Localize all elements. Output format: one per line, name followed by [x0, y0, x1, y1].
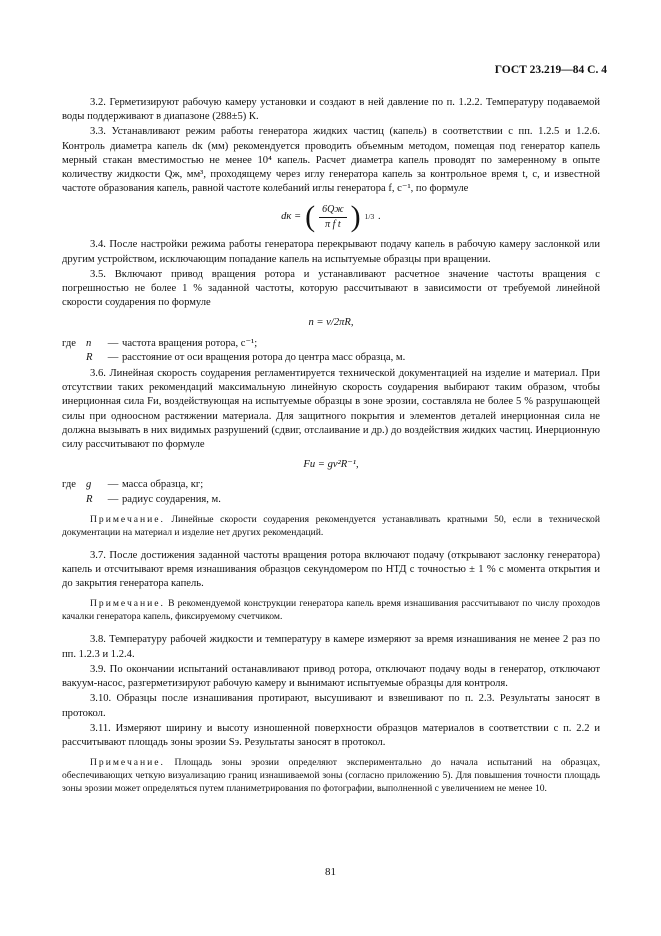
def-text-n: частота вращения ротора, с⁻¹; [122, 337, 258, 349]
formula-d-numerator: 6Qж [319, 203, 347, 218]
def-symbol-n: n [86, 337, 92, 349]
paragraph-3-8: 3.8. Температуру рабочей жидкости и температуру в камере измеряют за время изнашивания не менее 2 раз по пп. 1.2.3 и 1.2.4. [62, 634, 600, 660]
def-text-g: масса образца, кг; [122, 479, 204, 491]
document-body [62, 96, 600, 805]
definitions-n: где n — частота вращения ротора, с⁻¹; R — расстояние от оси вращения ротора до центра масс образца, м. [62, 337, 600, 365]
definitions-g: где g — масса образца, кг; R — радиус соударения, м. [62, 478, 600, 506]
paragraph-3-9: 3.9. По окончании испытаний останавливают привод ротора, отключают подачу воды в генератор, отключают вакуум-насос, разгерметизируют рабочую камеру и вынимают испытуемые образцы для контроля. [62, 663, 600, 690]
def-symbol-r2: R [86, 493, 93, 505]
formula-droplet-diameter: dк = ( $\frac{6Qж}{\text{π f t}}$ ) 1/3 . [281, 200, 381, 234]
formula-d-exponent: 1/3 [364, 212, 375, 222]
page-header: ГОСТ 23.219—84 С. 4 [494, 64, 607, 76]
paragraph-3-4: 3.4. После настройки режима работы генератора перекрывают подачу капель в рабочую камеру заслонкой или другим устройством, исключающим попадание капель на испытуемые образцы при вращении. [62, 239, 600, 265]
note-label: Примечание. [90, 598, 165, 610]
note-1 [62, 513, 600, 539]
note-3-text: Площадь зоны эрозии определяют экспериментально до начала испытаний на образцах, обеспечивающих четкую визуализацию границ изнашиваемой зоны (согласно приложению 5). Для повышения точности площадь зоны эрозии может определяться путем планиметрирования по фотографии, выполненной с увеличением не менее 10. [62, 757, 600, 795]
formula-rotation-frequency: n = v/2πR, [308, 317, 354, 329]
def-lead: где [62, 479, 76, 491]
formula-inertial-force: Fи = gv²R⁻¹, [303, 459, 359, 471]
note-1-text: Линейные скорости соударения рекомендуется устанавливать кратными 50, если в технической документации на материал и изделие нет других рекомендаций. [62, 513, 600, 538]
page-number: 81 [325, 866, 336, 878]
paragraph-3-6: 3.6. Линейная скорость соударения регламентируется технической документацией на изделие и материал. При отсутствии таких рекомендаций максимальную линейную скорость соударения выбирают таким образом, чтобы инерционная сила Fи, воздействующая на испытуемые образцы в зоне эрозии, составляла не более 5 % разрушающей силы при одноосном растяжении материала. Для защитного покрытия и элементов деталей инерционная сила не должна вызывать в них видимых разрушений (сдвиг, отслаивание и др.) до воздействия жидких частиц. Инерционную силу рассчитывают по формуле [62, 368, 600, 451]
note-label: Примечание. [90, 513, 165, 525]
paragraph-3-3: 3.3. Устанавливают режим работы генератора жидких частиц (капель) в соответствии с пп. 1.2.5 и 1.2.6. Контроль диаметра капель dк (мм) рекомендуется проводить объемным методом, помещая под генератор капель мерный стакан вместимостью не менее 10⁴ капель. Расчет диаметра капель проводят по замеренному в опыте количеству жидкости Qж, мм³, проходящему через иглу генератора капель за контрольное время t, c, и известной частоте образования капель, равной частоте колебаний иглы генератора f, c⁻¹, по формуле [62, 126, 600, 195]
def-symbol-g: g [86, 479, 92, 491]
note-2 [62, 597, 600, 623]
paragraph-3-10: 3.10. Образцы после изнашивания протирают, высушивают и взвешивают по п. 2.3. Результаты заносят в протокол. [62, 693, 600, 719]
paragraph-3-11: 3.11. Измеряют ширину и высоту изношенной поверхности образцов материалов в соответствии с п. 2.2 и рассчитывают площадь зоны эрозии Sэ. Результаты заносят в протокол. [62, 722, 600, 748]
formula-d-lhs: dк = [281, 211, 302, 223]
paragraph-3-2: 3.2. Герметизируют рабочую камеру установки и создают в ней давление по п. 1.2.2. Температуру подаваемой воды поддерживают в диапазоне (288±5) К. [62, 97, 600, 123]
paragraph-3-7: 3.7. После достижения заданной частоты вращения ротора включают подачу (открывают заслонку генератора) капель и отсчитывают время изнашивания образцов секундомером по НТД с точностью ± 1 % с момента открытия и до закрытия генератора капель. [62, 549, 600, 590]
paragraph-3-5: 3.5. Включают привод вращения ротора и устанавливают расчетное значение частоты вращения с погрешностью не более 1 % заданной частоты, которую рассчитывают в зависимости от требуемой линейной скорости соударения по формуле [62, 268, 600, 309]
note-2-text: В рекомендуемой конструкции генератора капель время изнашивания рассчитывают по числу проходов качалки генератора капель, фиксируемому счетчиком. [62, 598, 601, 623]
def-symbol-r: R [86, 351, 93, 363]
def-lead: где [62, 337, 76, 349]
formula-d-fraction [319, 203, 347, 232]
note-label: Примечание. [90, 757, 165, 769]
formula-d-denominator: π f t [325, 218, 341, 230]
def-text-r: расстояние от оси вращения ротора до центра масс образца, м. [122, 351, 406, 363]
note-3 [62, 756, 600, 795]
def-text-r2: радиус соударения, м. [122, 493, 221, 505]
